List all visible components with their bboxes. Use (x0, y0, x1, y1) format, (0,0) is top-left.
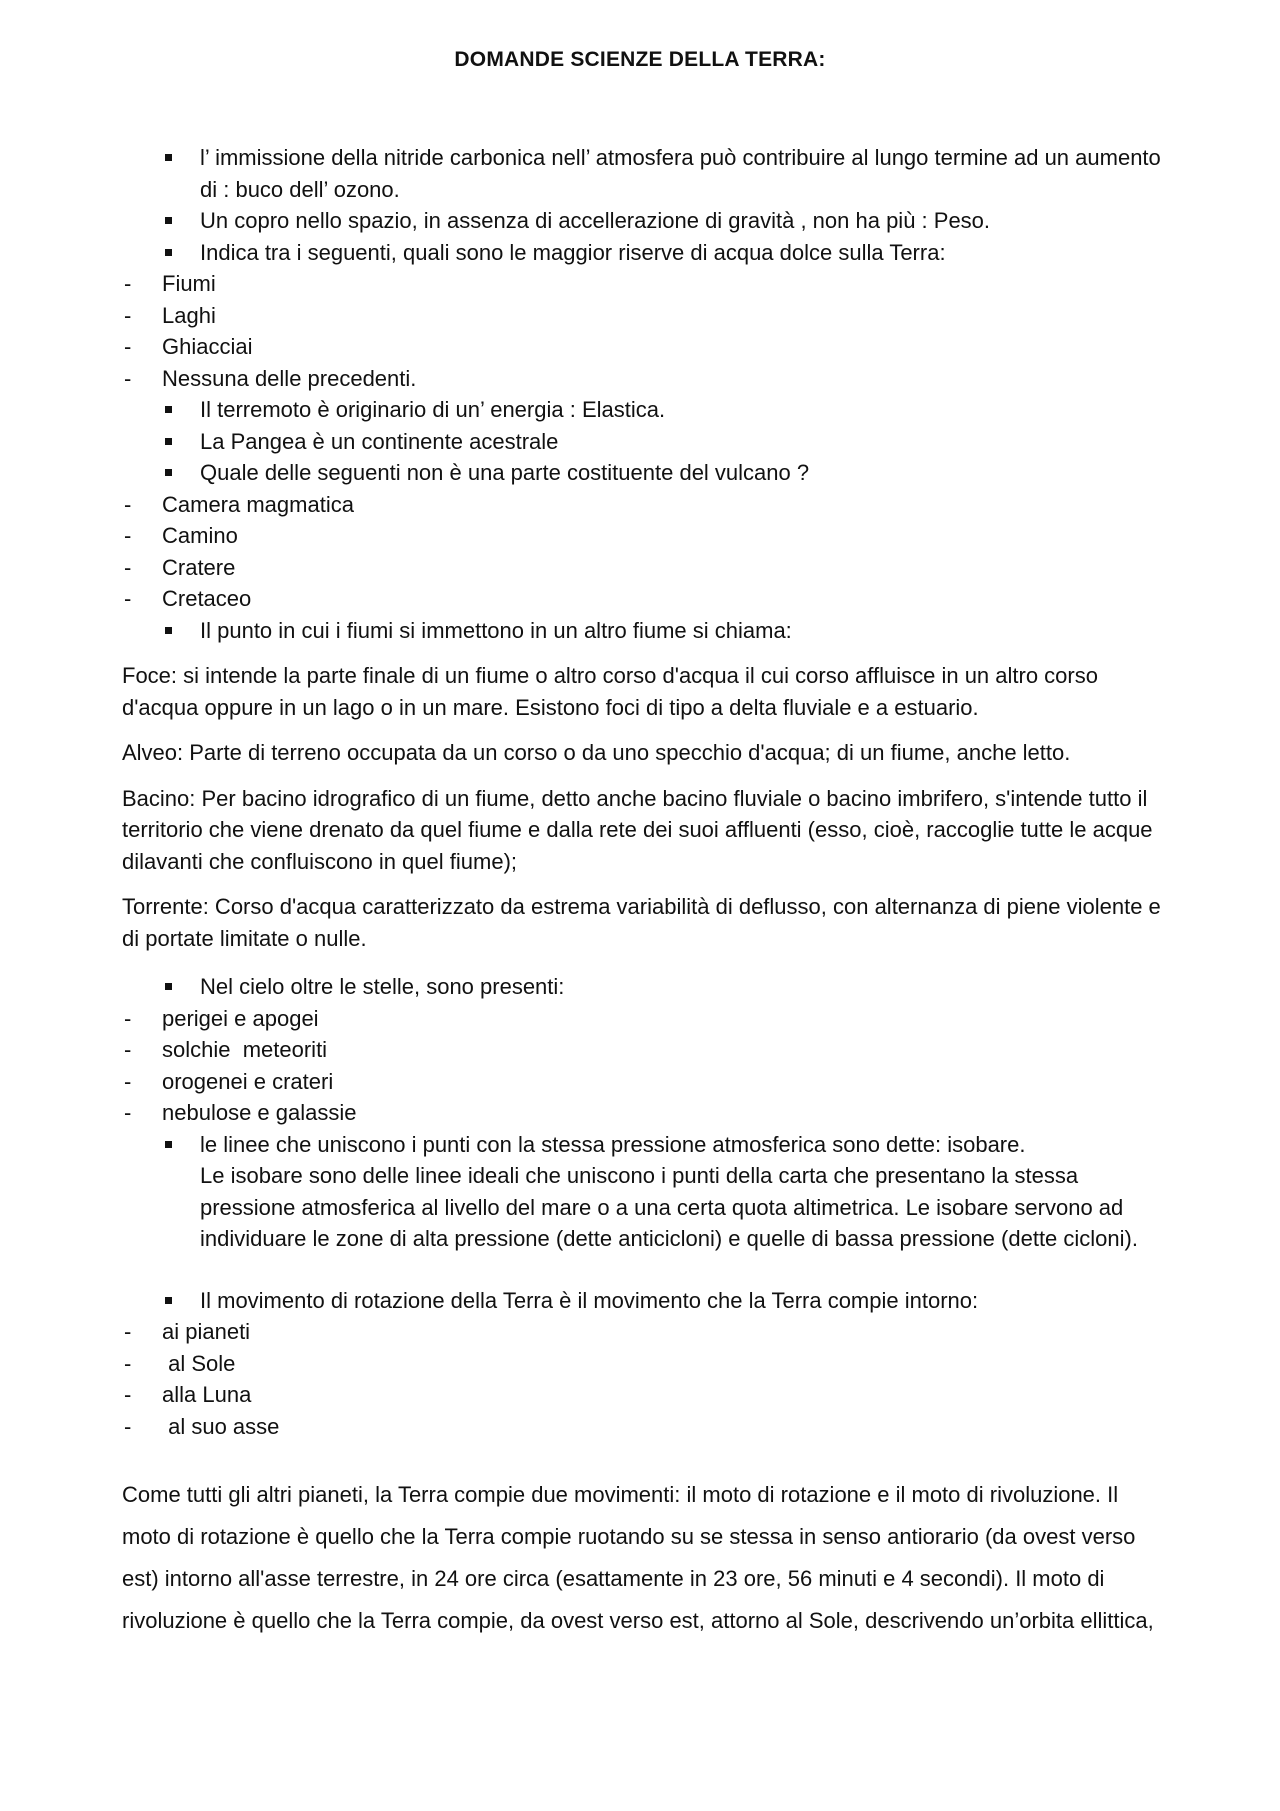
definition-paragraph: Torrente: Corso d'acqua caratterizzato da estrema variabilità di deflusso, con alternanza di piene violente e di portate limitate o nulle. (122, 894, 1161, 951)
dash-bullet-icon: - (124, 1100, 132, 1125)
list-item (122, 426, 1172, 458)
dash-bullet-icon: - (124, 491, 132, 517)
option-text: orogenei e crateri (162, 1068, 334, 1094)
option-text: ai pianeti (162, 1319, 251, 1344)
dash-bullet-icon: - (124, 1382, 132, 1407)
option-list (122, 268, 1172, 394)
square-bullet-icon (165, 1297, 172, 1304)
list-item (122, 1285, 1172, 1317)
option-list (122, 1316, 1172, 1442)
option-text: nebulose e galassie (162, 1100, 357, 1125)
list-item (122, 394, 1172, 426)
definition-paragraph: Alveo: Parte di terreno occupata da un corso o da uno specchio d'acqua; di un fiume, anche letto. (122, 740, 1071, 765)
dash-bullet-icon: - (124, 1319, 132, 1344)
definitions-section (122, 660, 1172, 954)
option-item (122, 552, 1172, 584)
option-text: perigei e apogei (162, 1005, 319, 1031)
option-item (122, 583, 1172, 615)
dash-bullet-icon: - (124, 1037, 132, 1062)
list-item (122, 205, 1172, 237)
option-item (122, 1066, 1172, 1098)
list-item (122, 237, 1172, 269)
square-bullet-icon (165, 469, 172, 476)
dash-bullet-icon: - (124, 1068, 132, 1094)
list-item (122, 457, 1172, 489)
option-item (122, 1411, 1172, 1443)
option-item (122, 1348, 1172, 1380)
dash-bullet-icon: - (124, 586, 132, 611)
option-text: Ghiacciai (162, 334, 253, 359)
option-text: solchie meteoriti (162, 1037, 328, 1062)
square-bullet-icon (165, 406, 172, 413)
question-text: Quale delle seguenti non è una parte costituente del vulcano ? (200, 460, 810, 485)
dash-bullet-icon: - (124, 334, 132, 359)
question-text: l’ immissione della nitride carbonica nell’ atmosfera può contribuire al lungo termine ad un aumento di : buco dell’ ozono. (200, 145, 1161, 202)
square-bullet-icon (165, 438, 172, 445)
dash-bullet-icon: - (124, 271, 132, 296)
option-item (122, 1316, 1172, 1348)
list-item (122, 971, 1172, 1003)
list-item (122, 142, 1172, 205)
option-item (122, 300, 1172, 332)
dash-bullet-icon: - (124, 302, 132, 328)
question-text: Il terremoto è originario di un’ energia : Elastica. (200, 397, 666, 422)
question-text: La Pangea è un continente acestrale (200, 428, 559, 454)
question-text: le linee che uniscono i punti con la stessa pressione atmosferica sono dette: isobare. (200, 1131, 1026, 1157)
option-text: Nessuna delle precedenti. (162, 365, 417, 391)
square-bullet-icon (165, 627, 172, 634)
option-text: Camino (162, 523, 238, 548)
question-text: Nel cielo oltre le stelle, sono presenti: (200, 974, 565, 999)
option-item (122, 489, 1172, 521)
option-item (122, 520, 1172, 552)
option-list (122, 1003, 1172, 1129)
option-item (122, 1003, 1172, 1035)
option-item (122, 1097, 1172, 1129)
option-item (122, 1379, 1172, 1411)
option-text: Cretaceo (162, 586, 252, 611)
dash-bullet-icon: - (124, 554, 132, 580)
list-item (122, 615, 1172, 647)
option-list (122, 489, 1172, 615)
square-bullet-icon (165, 1141, 172, 1148)
question-text: Il punto in cui i fiumi si immettono in un altro fiume si chiama: (200, 617, 792, 643)
option-text: Cratere (162, 554, 236, 580)
explanation-text: Le isobare sono delle linee ideali che uniscono i punti della carta che presentano la stessa pressione atmosferica al livello del mare o a una certa quota altimetrica. Le isobare servono ad individuare le zone di alta pressione (dette anticicloni) e quelle di bassa pressione (dette cicloni). (200, 1163, 1138, 1251)
dash-bullet-icon: - (124, 365, 132, 391)
option-item (122, 268, 1172, 300)
option-text: alla Luna (162, 1382, 252, 1407)
option-text: Laghi (162, 302, 216, 328)
option-text: al Sole (162, 1350, 236, 1376)
square-bullet-icon (165, 154, 172, 161)
definition-paragraph: Bacino: Per bacino idrografico di un fiume, detto anche bacino fluviale o bacino imbrifero, s'intende tutto il territorio che viene drenato da quel fiume e dalla rete dei suoi affluenti (esso, cioè, raccoglie tutte le acque dilavanti che confluiscono in quel fiume); (122, 785, 1153, 874)
dash-bullet-icon: - (124, 523, 132, 548)
option-item (122, 1034, 1172, 1066)
dash-bullet-icon: - (124, 1005, 132, 1031)
definition-paragraph: Foce: si intende la parte finale di un fiume o altro corso d'acqua il cui corso affluisce in un altro corso d'acqua oppure in un lago o in un mare. Esistono foci di tipo a delta fluviale e a estuario. (122, 663, 1098, 720)
question-list-3 (122, 1285, 1172, 1443)
question-text: Indica tra i seguenti, quali sono le maggior riserve di acqua dolce sulla Terra: (200, 239, 946, 265)
square-bullet-icon (165, 249, 172, 256)
dash-bullet-icon: - (124, 1413, 132, 1439)
question-list-2 (122, 971, 1172, 1255)
document-body (122, 142, 1172, 1642)
square-bullet-icon (165, 217, 172, 224)
question-text: Un copro nello spazio, in assenza di accellerazione di gravità , non ha più : Peso. (200, 208, 991, 233)
question-list-1 (122, 142, 1172, 646)
square-bullet-icon (165, 983, 172, 990)
question-text: Il movimento di rotazione della Terra è il movimento che la Terra compie intorno: (200, 1287, 979, 1313)
list-item (122, 1129, 1172, 1255)
final-paragraph: Come tutti gli altri pianeti, la Terra compie due movimenti: il moto di rotazione e il moto di rivoluzione. Il moto di rotazione è quello che la Terra compie ruotando su se stessa in senso antiorario (da ovest verso est) intorno all'asse terrestre, in 24 ore circa (esattamente in 23 ore, 56 minuti e 4 secondi). Il moto di rivoluzione è quello che la Terra compie, da ovest verso est, attorno al Sole, descrivendo un’orbita ellittica, (122, 1482, 1154, 1633)
option-item (122, 363, 1172, 395)
option-text: al suo asse (162, 1413, 280, 1439)
dash-bullet-icon: - (124, 1350, 132, 1376)
document-title: DOMANDE SCIENZE DELLA TERRA: (454, 48, 826, 71)
option-text: Fiumi (162, 271, 216, 296)
option-text: Camera magmatica (162, 491, 354, 517)
option-item (122, 331, 1172, 363)
